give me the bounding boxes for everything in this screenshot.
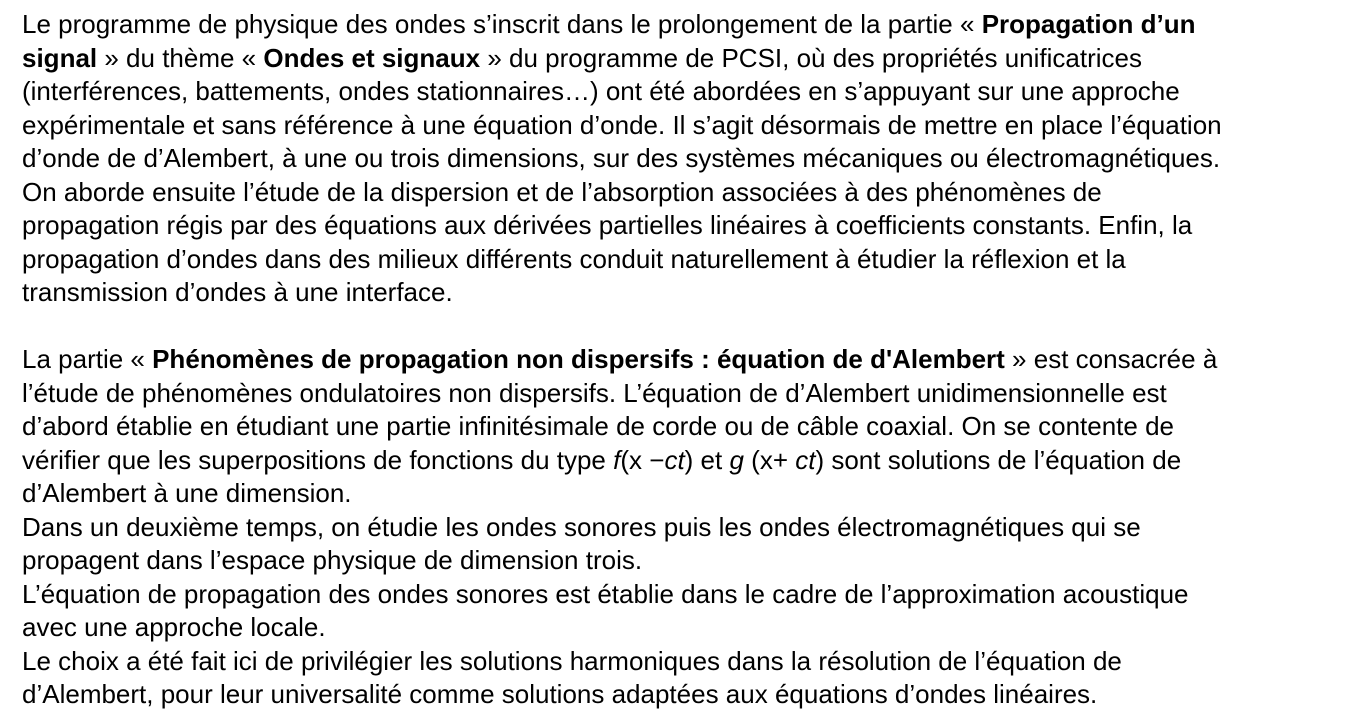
text-line: d’Alembert, pour leur universalité comme solutions adaptées aux équations d’ondes linéaires. [22,679,1098,709]
text-line: transmission d’ondes à une interface. [22,277,453,307]
paragraph-intro [22,8,1362,310]
text-line: Dans un deuxième temps, on étudie les ondes sonores puis les ondes électromagnétiques qui se [22,511,1141,542]
text-run: ) sont solutions de l’équation de [815,444,1182,475]
text-line: expérimentale et sans référence à une équation d’onde. Il s’agit désormais de mettre en place l’équation [22,109,1222,140]
math-symbol: ct [664,444,685,475]
text-line: Le choix a été fait ici de privilégier les solutions harmoniques dans la résolution de l’équation de [22,645,1122,676]
paragraph-dalembert [22,343,1362,511]
paragraph-waves-3d [22,511,1362,578]
text-run: La partie « [22,344,153,374]
math-symbol: f [613,444,621,475]
text-line [22,42,1362,76]
text-line: d’onde de d’Alembert, à une ou trois dimensions, sur des systèmes mécaniques ou électromagnétiques. [22,143,1221,173]
text-line: L’équation de propagation des ondes sonores est établie dans le cadre de l’approximation acoustique [22,578,1189,609]
text-line: propagation d’ondes dans des milieux différents conduit naturellement à étudier la réflexion et la [22,243,1126,274]
math-symbol: ct [795,444,816,475]
paragraph-acoustic [22,578,1362,645]
text-line: On aborde ensuite l’étude de la dispersion et de l’absorption associées à des phénomènes de [22,176,1102,207]
text-line [22,444,1362,478]
text-line [22,343,1362,377]
text-run: ) et [684,444,730,475]
text-run: vérifier que les superpositions de fonctions du type [22,444,614,475]
text-run: Le programme de physique des ondes s’inscrit dans le prolongement de la partie « [22,9,982,39]
bold-term: Ondes et signaux [263,42,481,73]
bold-term: Phénomènes de propagation non dispersifs : équation de d'Alembert [152,344,1005,374]
text-run: (x+ [743,444,796,475]
text-run: » du thème « [97,42,264,73]
text-line: (interférences, battements, ondes stationnaires…) ont été abordées en s’appuyant sur une approche [22,76,1180,106]
bold-term: Propagation d’un [981,9,1196,39]
text-line: d’abord établie en étudiant une partie infinitésimale de corde ou de câble coaxial. On se contente de [22,411,1174,441]
text-run: » est consacrée à [1004,344,1218,374]
text-line: propagent dans l’espace physique de dimension trois. [22,545,643,575]
paragraph-spacer [22,310,1362,344]
text-run: (x − [620,444,665,475]
text-line: l’étude de phénomènes ondulatoires non dispersifs. L’équation de d’Alembert unidimensionnelle est [22,377,1167,408]
paragraph-harmonic [22,645,1362,712]
text-line: propagation régis par des équations aux dérivées partielles linéaires à coefficients constants. Enfin, la [22,210,1193,240]
text-line: avec une approche locale. [22,612,326,642]
bold-term: signal [22,42,98,73]
text-line [22,8,1362,42]
text-line: d’Alembert à une dimension. [22,478,352,508]
text-run: » du programme de PCSI, où des propriétés unificatrices [480,42,1142,73]
math-symbol: g [729,444,744,475]
document-body [22,8,1362,712]
